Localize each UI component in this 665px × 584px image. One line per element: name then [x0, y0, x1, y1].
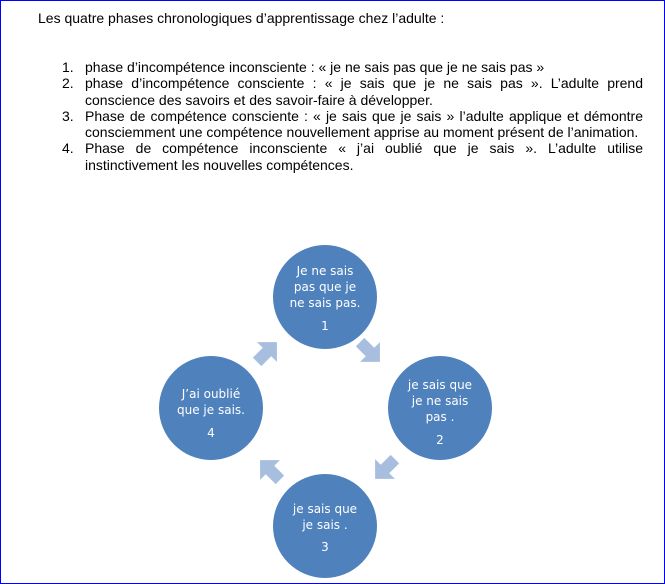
cycle-line: je sais que [292, 502, 358, 516]
page-title: Les quatre phases chronologiques d’apprentissage chez l’adulte : [38, 10, 445, 26]
cycle-node-4 [159, 356, 263, 460]
cycle-number: 1 [321, 319, 329, 333]
cycle-node-2 [388, 356, 492, 460]
cycle-node-1 [273, 245, 377, 349]
arrow-3-to-4-icon [250, 450, 290, 490]
list-number: 2. [62, 75, 74, 92]
list-text: phase d’incompétence inconsciente : « je ne sais pas que je ne sais pas » [85, 59, 545, 75]
list-number: 1. [62, 59, 74, 75]
list-text: phase d’incompétence consciente : « je sais que je ne sais pas ». L’adulte prend conscience des savoirs et des savoir-faire à développer. [85, 75, 643, 108]
list-text: Phase de compétence inconsciente « j’ai oublié que je sais ». L’adulte utilise instinctivement les nouvelles compétences. [85, 140, 643, 173]
cycle-number: 4 [207, 426, 215, 440]
list-number: 4. [62, 140, 74, 157]
cycle-line: ne sais pas. [289, 296, 361, 310]
arrow-4-to-1-icon [247, 332, 287, 372]
cycle-line: je ne sais [411, 394, 469, 408]
list-number: 3. [62, 107, 74, 124]
cycle-line: pas que je [293, 280, 357, 294]
cycle-line: J’ai oublié [181, 387, 241, 401]
cycle-number: 3 [321, 540, 329, 554]
cycle-line: je sais que [407, 378, 473, 392]
cycle-line: je sais . [302, 518, 348, 532]
arrow-2-to-3-icon [365, 449, 405, 489]
cycle-node-3 [273, 474, 377, 578]
cycle-line: pas . [425, 410, 455, 424]
cycle-line: que je sais. [177, 403, 245, 417]
list-text: Phase de compétence consciente : « je sais que je sais » l’adulte applique et démontre consciemment une compétence nouvellement apprise au moment présent de l’animation. [85, 107, 643, 141]
cycle-number: 2 [436, 433, 444, 447]
cycle-line: Je ne sais [296, 264, 354, 278]
